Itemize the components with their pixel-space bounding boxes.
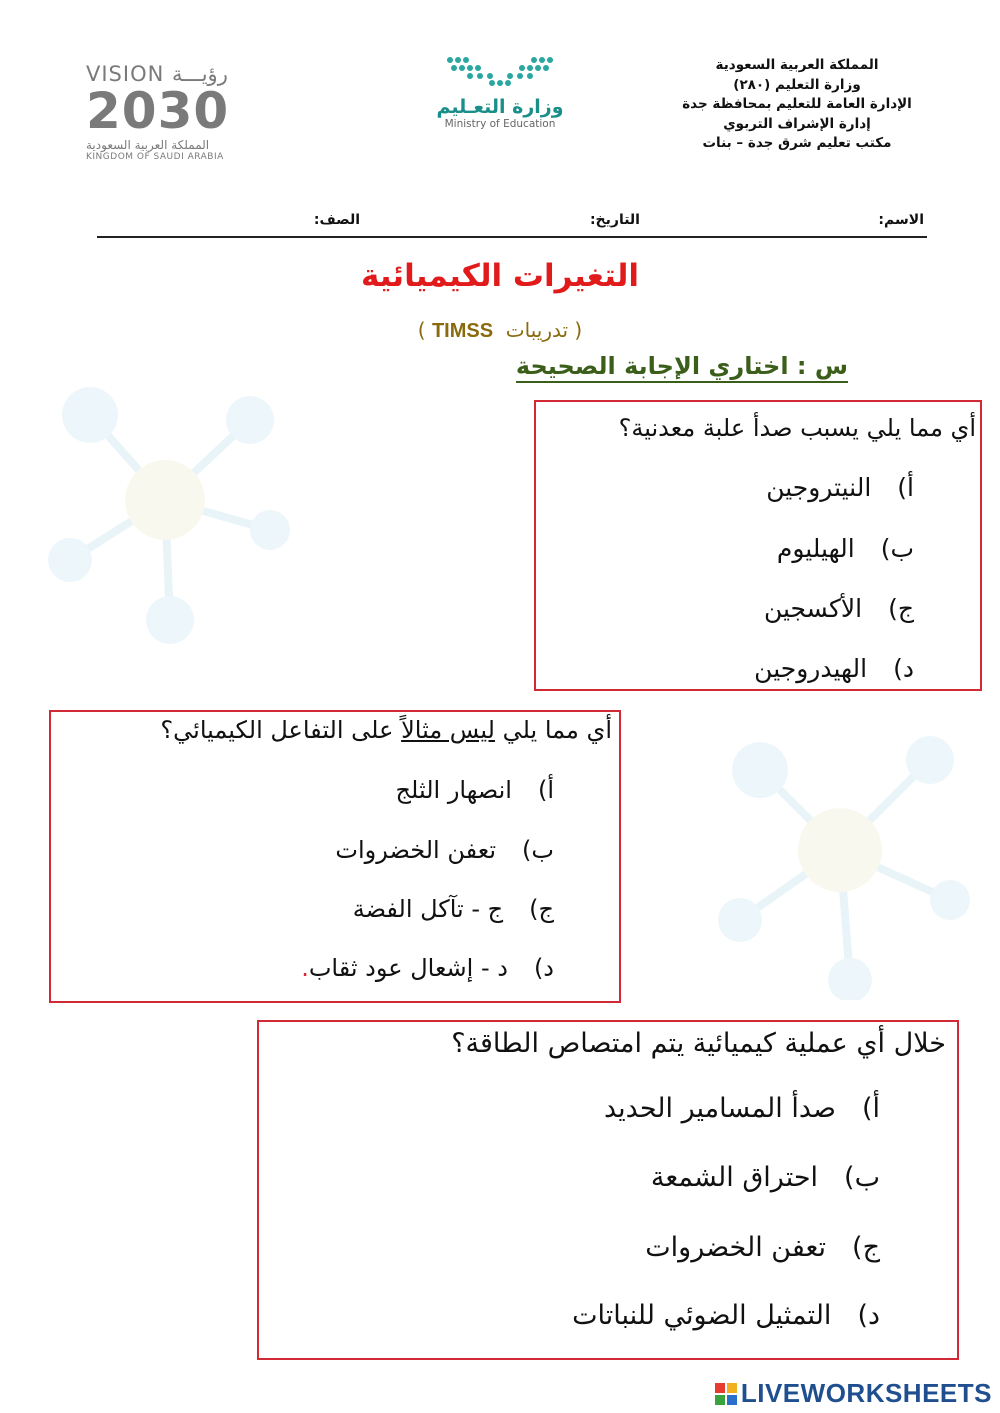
vision-label: VISION رؤيـــة <box>86 62 228 86</box>
question-3-option-c[interactable] <box>645 1232 880 1263</box>
option-letter: ب) <box>844 1162 880 1193</box>
org-line-directorate: الإدارة العامة للتعليم بمحافظة جدة <box>682 96 912 112</box>
option-letter: ج) <box>529 895 554 923</box>
option-text: تعفن الخضروات <box>645 1232 827 1263</box>
question-2-emphasis: ليس مثالاً <box>401 716 495 744</box>
ministry-name-ar: وزارة التعـليم <box>436 96 564 118</box>
question-3-option-d[interactable] <box>572 1300 880 1331</box>
ministry-dots-icon <box>440 52 560 88</box>
option-letter: أ) <box>897 473 914 502</box>
option-letter: ب) <box>522 836 554 864</box>
liveworksheets-brand[interactable] <box>715 1378 992 1409</box>
ministry-name-en: Ministry of Education <box>444 118 556 130</box>
question-1-option-a[interactable] <box>766 473 914 502</box>
option-suffix: . <box>301 954 309 982</box>
organization-header <box>672 56 922 154</box>
question-2-option-d[interactable] <box>301 954 554 982</box>
liveworksheets-logo-icon <box>715 1383 737 1405</box>
class-label[interactable]: الصف: <box>313 212 360 228</box>
question-2-text-before: أي مما يلي <box>502 716 612 744</box>
option-letter: ج) <box>888 594 914 623</box>
org-line-ministry: وزارة التعليم (٢٨٠) <box>733 76 861 93</box>
option-letter: ج) <box>852 1232 880 1263</box>
question-3-option-b[interactable] <box>651 1162 880 1193</box>
option-text: تعفن الخضروات <box>335 836 497 864</box>
org-line-country: المملكة العربية السعودية <box>715 57 879 73</box>
option-letter: ب) <box>880 534 914 563</box>
name-label[interactable]: الاسم: <box>878 212 924 228</box>
option-letter: د) <box>857 1300 880 1331</box>
org-line-office: مكتب تعليم شرق جدة – بنات <box>702 135 892 151</box>
question-3-option-a[interactable] <box>604 1093 880 1124</box>
subtitle-close: ) <box>417 318 426 342</box>
question-1-text: أي مما يلي يسبب صدأ علبة معدنية؟ <box>618 414 976 442</box>
question-3-text: خلال أي عملية كيميائية يتم امتصاص الطاقة؟ <box>451 1028 946 1059</box>
question-2-text <box>160 716 612 744</box>
option-text: ج - تآكل الفضة <box>352 895 504 923</box>
instruction: س : اختاري الإجابة الصحيحة <box>516 352 848 383</box>
molecule-watermark-left <box>20 360 300 650</box>
option-text: الهيليوم <box>776 534 855 563</box>
option-text: د - إشعال عود ثقاب <box>308 954 508 982</box>
question-2-option-a[interactable] <box>396 776 554 804</box>
question-box-1 <box>534 400 982 691</box>
option-letter: أ) <box>537 776 554 804</box>
option-text: الهيدروجين <box>754 654 868 683</box>
option-letter: د) <box>533 954 554 982</box>
vision-kingdom-en: KINGDOM OF SAUDI ARABIA <box>86 152 224 162</box>
ministry-logo <box>405 52 595 130</box>
vision-year: 2030 <box>86 82 230 140</box>
page-title: التغيرات الكيميائية <box>360 258 640 294</box>
option-text: الأكسجين <box>763 594 863 623</box>
liveworksheets-text: LIVEWORKSHEETS <box>740 1378 992 1408</box>
option-text: انصهار الثلج <box>395 776 512 804</box>
org-line-supervision: إدارة الإشراف التربوي <box>723 115 871 132</box>
vision-kingdom-ar: المملكة العربية السعودية <box>86 138 210 152</box>
option-text: احتراق الشمعة <box>650 1162 819 1193</box>
question-2-text-after: على التفاعل الكيميائي؟ <box>160 716 394 744</box>
option-text: النيتروجين <box>766 473 872 502</box>
question-1-option-c[interactable] <box>764 594 914 623</box>
question-1-option-b[interactable] <box>777 534 914 563</box>
option-letter: د) <box>893 654 914 683</box>
option-text: التمثيل الضوئي للنباتات <box>572 1300 832 1331</box>
option-letter: أ) <box>861 1093 880 1124</box>
page-subtitle <box>0 318 1000 343</box>
option-text: صدأ المسامير الحديد <box>604 1093 836 1124</box>
vision-2030-logo <box>86 62 236 162</box>
date-label[interactable]: التاريخ: <box>589 212 640 228</box>
subtitle-timss: TIMSS <box>431 320 494 342</box>
subtitle-open: ( تدريبات <box>505 318 583 342</box>
question-1-option-d[interactable] <box>754 654 914 683</box>
info-divider <box>97 236 927 238</box>
molecule-watermark-right <box>680 700 980 1000</box>
question-2-option-b[interactable] <box>335 836 554 864</box>
question-2-option-c[interactable] <box>353 895 554 923</box>
